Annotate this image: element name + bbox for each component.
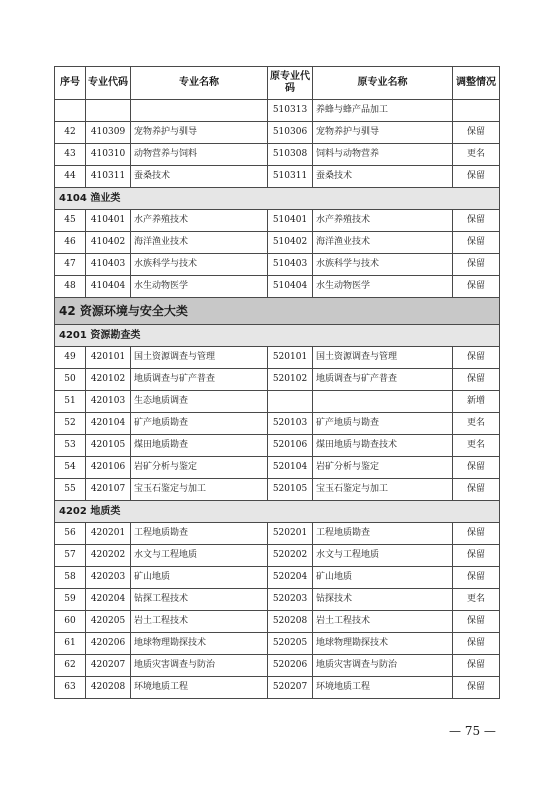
cell-code: 420207 [86,655,131,677]
cell-orig-name: 蚕桑技术 [313,166,453,188]
cell-orig-name: 水产养殖技术 [313,210,453,232]
cell-code: 410401 [86,210,131,232]
table-row [55,523,500,545]
cell-orig-code: 520103 [268,413,313,435]
cell-seq: 54 [55,457,86,479]
cell-name: 生态地质调查 [131,391,268,413]
cell-adjust: 保留 [453,210,500,232]
cell-code: 420105 [86,435,131,457]
cell-name: 岩矿分析与鉴定 [131,457,268,479]
cell-seq: 44 [55,166,86,188]
cell-orig-name: 水文与工程地质 [313,545,453,567]
table-row [55,655,500,677]
header-orig-code: 原专业代码 [268,67,313,100]
cell-code: 420201 [86,523,131,545]
header-orig-name: 原专业名称 [313,67,453,100]
cell-name: 矿山地质 [131,567,268,589]
category-label: 4202 地质类 [55,501,500,523]
cell-adjust: 更名 [453,435,500,457]
cell-code: 410309 [86,122,131,144]
cell-name: 工程地质勘查 [131,523,268,545]
cell-name: 动物营养与饲料 [131,144,268,166]
table-row [55,633,500,655]
cell-name: 水生动物医学 [131,276,268,298]
cell-name [131,100,268,122]
cell-orig-name: 水族科学与技术 [313,254,453,276]
cell-seq: 58 [55,567,86,589]
header-adjust: 调整情况 [453,67,500,100]
cell-adjust: 保留 [453,457,500,479]
cell-code: 420106 [86,457,131,479]
cell-name: 环境地质工程 [131,677,268,699]
cell-name: 煤田地质勘查 [131,435,268,457]
cell-orig-name: 海洋渔业技术 [313,232,453,254]
cell-orig-code: 520201 [268,523,313,545]
table-row [55,677,500,699]
cell-name: 海洋渔业技术 [131,232,268,254]
cell-adjust [453,100,500,122]
cell-name: 地质调查与矿产普查 [131,369,268,391]
cell-adjust: 保留 [453,545,500,567]
cell-seq: 50 [55,369,86,391]
table-row [55,435,500,457]
cell-code: 420203 [86,567,131,589]
cell-orig-code: 510402 [268,232,313,254]
cell-code: 410404 [86,276,131,298]
cell-orig-name: 地质调查与矿产普查 [313,369,453,391]
table-header-row [55,67,500,100]
cell-adjust: 保留 [453,611,500,633]
cell-orig-code: 510403 [268,254,313,276]
cell-orig-code: 520204 [268,567,313,589]
cell-adjust: 保留 [453,166,500,188]
cell-adjust: 保留 [453,347,500,369]
cell-adjust: 保留 [453,655,500,677]
cell-code: 420102 [86,369,131,391]
cell-orig-code: 520205 [268,633,313,655]
cell-orig-name: 岩矿分析与鉴定 [313,457,453,479]
cell-orig-code: 520207 [268,677,313,699]
cell-orig-code: 510306 [268,122,313,144]
cell-name: 水族科学与技术 [131,254,268,276]
cell-seq: 61 [55,633,86,655]
table-row [55,276,500,298]
cell-orig-code: 510311 [268,166,313,188]
cell-name: 水文与工程地质 [131,545,268,567]
header-seq: 序号 [55,67,86,100]
program-catalog-table [54,66,500,699]
cell-name: 宠物养护与驯导 [131,122,268,144]
cell-seq: 53 [55,435,86,457]
table-row [55,391,500,413]
cell-code: 420205 [86,611,131,633]
cell-seq: 43 [55,144,86,166]
header-name: 专业名称 [131,67,268,100]
table-row [55,413,500,435]
cell-code: 420204 [86,589,131,611]
cell-adjust: 保留 [453,254,500,276]
table-row [55,144,500,166]
cell-code: 420104 [86,413,131,435]
cell-name: 岩土工程技术 [131,611,268,633]
cell-code: 420202 [86,545,131,567]
cell-orig-name: 国土资源调查与管理 [313,347,453,369]
cell-adjust: 保留 [453,232,500,254]
cell-orig-code: 520105 [268,479,313,501]
table-row [55,122,500,144]
cell-adjust: 更名 [453,144,500,166]
cell-orig-code: 520208 [268,611,313,633]
cell-adjust: 更名 [453,413,500,435]
cell-code: 410310 [86,144,131,166]
cell-seq: 45 [55,210,86,232]
cell-seq: 49 [55,347,86,369]
table-row [55,479,500,501]
cell-adjust: 保留 [453,633,500,655]
cell-name: 矿产地质勘查 [131,413,268,435]
cell-adjust: 保留 [453,479,500,501]
table-row [55,347,500,369]
table-row [55,567,500,589]
cell-code: 420107 [86,479,131,501]
cell-adjust: 新增 [453,391,500,413]
cell-adjust: 保留 [453,523,500,545]
table-row [55,545,500,567]
table-row [55,254,500,276]
cell-code: 410311 [86,166,131,188]
header-code: 专业代码 [86,67,131,100]
cell-orig-code: 510404 [268,276,313,298]
category-row [55,188,500,210]
cell-name: 地质灾害调查与防治 [131,655,268,677]
cell-adjust: 保留 [453,276,500,298]
cell-name: 宝玉石鉴定与加工 [131,479,268,501]
cell-orig-code: 510308 [268,144,313,166]
cell-code: 410403 [86,254,131,276]
cell-code [86,100,131,122]
cell-orig-name: 地球物理勘探技术 [313,633,453,655]
cell-code: 420101 [86,347,131,369]
table-row [55,210,500,232]
cell-orig-name: 宝玉石鉴定与加工 [313,479,453,501]
cell-adjust: 保留 [453,369,500,391]
cell-orig-code: 520101 [268,347,313,369]
cell-seq: 60 [55,611,86,633]
cell-seq: 46 [55,232,86,254]
cell-adjust: 保留 [453,122,500,144]
cell-seq: 47 [55,254,86,276]
cell-orig-code: 520104 [268,457,313,479]
cell-code: 420206 [86,633,131,655]
cell-name: 地球物理勘探技术 [131,633,268,655]
table-row [55,589,500,611]
category-label: 4201 资源勘查类 [55,325,500,347]
cell-orig-name: 工程地质勘查 [313,523,453,545]
cell-seq: 42 [55,122,86,144]
cell-adjust: 保留 [453,567,500,589]
major-category-label: 42 资源环境与安全大类 [55,298,500,325]
cell-seq: 59 [55,589,86,611]
cell-seq: 56 [55,523,86,545]
cell-orig-name: 饲料与动物营养 [313,144,453,166]
cell-seq: 57 [55,545,86,567]
cell-orig-name: 钻探技术 [313,589,453,611]
category-row [55,325,500,347]
cell-orig-code [268,391,313,413]
cell-orig-name: 矿山地质 [313,567,453,589]
cell-orig-code: 520206 [268,655,313,677]
table-row [55,611,500,633]
cell-seq: 48 [55,276,86,298]
cell-seq: 63 [55,677,86,699]
cell-code: 410402 [86,232,131,254]
table-row [55,232,500,254]
cell-seq: 55 [55,479,86,501]
cell-orig-name: 养蜂与蜂产品加工 [313,100,453,122]
cell-seq [55,100,86,122]
cell-orig-code: 510313 [268,100,313,122]
cell-orig-name: 矿产地质与勘查 [313,413,453,435]
cell-orig-name [313,391,453,413]
cell-code: 420103 [86,391,131,413]
cell-name: 蚕桑技术 [131,166,268,188]
table-row [55,166,500,188]
cell-name: 钻探工程技术 [131,589,268,611]
cell-orig-code: 510401 [268,210,313,232]
major-category-row [55,298,500,325]
category-row [55,501,500,523]
cell-orig-name: 环境地质工程 [313,677,453,699]
cell-orig-name: 水生动物医学 [313,276,453,298]
cell-name: 国土资源调查与管理 [131,347,268,369]
cell-orig-name: 岩土工程技术 [313,611,453,633]
cell-seq: 52 [55,413,86,435]
cell-orig-code: 520202 [268,545,313,567]
table-row [55,369,500,391]
cell-adjust: 更名 [453,589,500,611]
cell-orig-code: 520102 [268,369,313,391]
cell-orig-code: 520203 [268,589,313,611]
page-number: — 75 — [449,724,496,738]
cell-name: 水产养殖技术 [131,210,268,232]
category-label: 4104 渔业类 [55,188,500,210]
cell-adjust: 保留 [453,677,500,699]
cell-code: 420208 [86,677,131,699]
cell-orig-name: 地质灾害调查与防治 [313,655,453,677]
cell-orig-name: 宠物养护与驯导 [313,122,453,144]
cell-orig-name: 煤田地质与勘查技术 [313,435,453,457]
cell-seq: 51 [55,391,86,413]
table-row [55,100,500,122]
table-row [55,457,500,479]
cell-orig-code: 520106 [268,435,313,457]
table-body [55,100,500,699]
cell-seq: 62 [55,655,86,677]
